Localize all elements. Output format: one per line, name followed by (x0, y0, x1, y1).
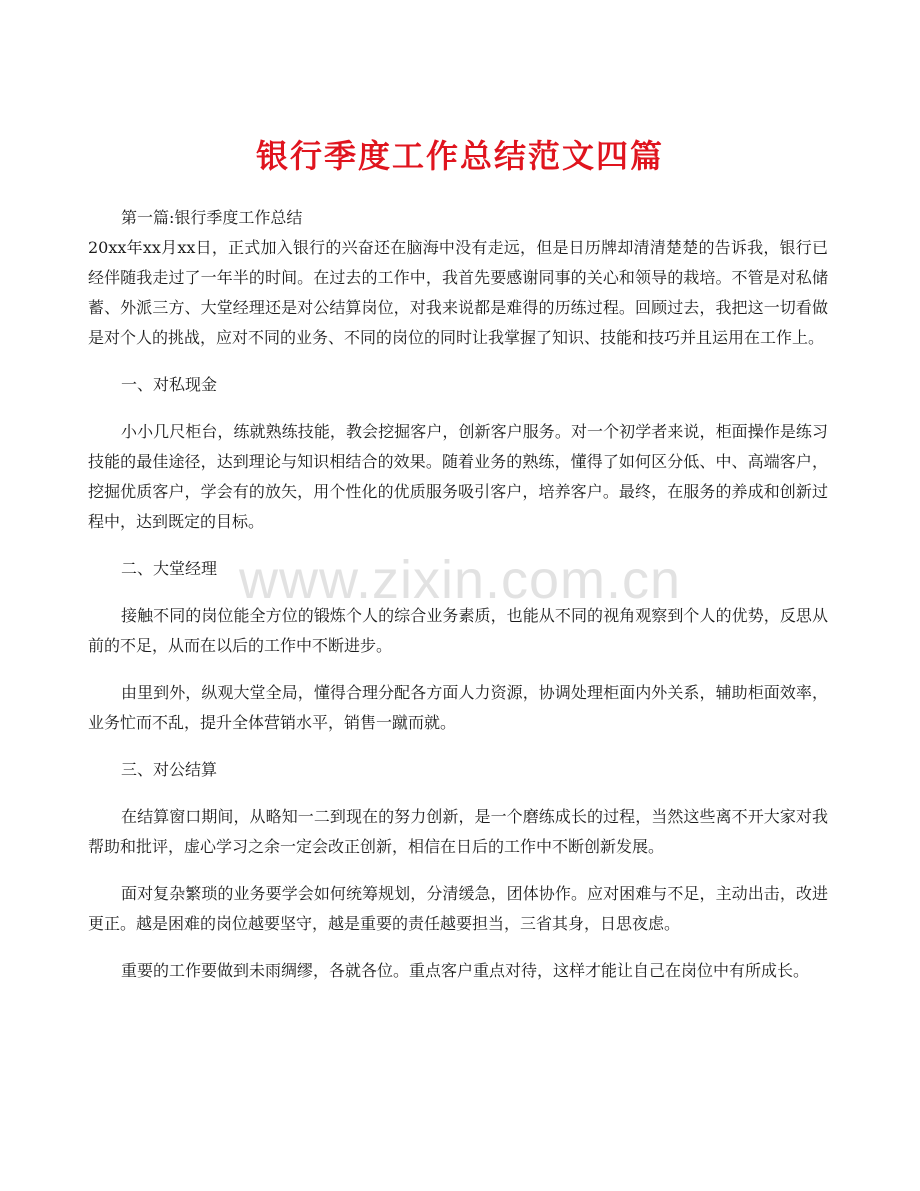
subheading-corporate-settlement: 三、对公结算 (121, 760, 218, 779)
paragraph-private-cash: 小小几尺柜台，练就熟练技能，教会挖掘客户，创新客户服务。对一个初学者来说，柜面操作是练习技能的最佳途径，达到理论与知识相结合的效果。随着业务的熟练，懂得了如何区分低、中、高端客户，挖掘优质客户，学会有的放矢，用个性化的优质服务吸引客户，培养客户。最终，在服务的养成和创新过程中，达到既定的目标。 (88, 422, 828, 531)
subheading-lobby-manager: 二、大堂经理 (121, 559, 218, 578)
paragraph-corporate-settlement-3: 重要的工作要做到未雨绸缪，各就各位。重点客户重点对待，这样才能让自己在岗位中有所成长。 (121, 961, 810, 980)
document-title: 银行季度工作总结范文四篇 (255, 137, 664, 175)
paragraph-lobby-manager-1: 接触不同的岗位能全方位的锻炼个人的综合业务素质，也能从不同的视角观察到个人的优势，反思从前的不足，从而在以后的工作中不断进步。 (88, 606, 828, 655)
paragraph-lobby-manager-2: 由里到外，纵观大堂全局，懂得合理分配各方面人力资源，协调处理柜面内外关系，辅助柜面效率，业务忙而不乱，提升全体营销水平，销售一蹴而就。 (88, 683, 828, 732)
document-body (88, 203, 828, 986)
paragraph-corporate-settlement-2: 面对复杂繁琐的业务要学会如何统筹规划，分清缓急，团体协作。应对困难与不足，主动出击，改进更正。越是困难的岗位越要坚守，越是重要的责任越要担当，三省其身，日思夜虑。 (88, 884, 828, 933)
paragraph-intro: 20xx年xx月xx日，正式加入银行的兴奋还在脑海中没有走远，但是日历牌却清清楚楚的告诉我，银行已经伴随我走过了一年半的时间。在过去的工作中，我首先要感谢同事的关心和领导的栽培。不管是对私储蓄、外派三方、大堂经理还是对公结算岗位，对我来说都是难得的历练过程。回顾过去，我把这一切看做是对个人的挑战，应对不同的业务、不同的岗位的同时让我掌握了知识、技能和技巧并且运用在工作上。 (88, 238, 828, 347)
watermark: www.zixin.com.cn (238, 550, 682, 610)
subheading-private-cash: 一、对私现金 (121, 375, 218, 394)
paragraph-corporate-settlement-1: 在结算窗口期间，从略知一二到现在的努力创新，是一个磨练成长的过程，当然这些离不开大家对我帮助和批评，虚心学习之余一定会改正创新，相信在日后的工作中不断创新发展。 (88, 807, 828, 856)
section-heading: 第一篇:银行季度工作总结 (121, 208, 303, 227)
